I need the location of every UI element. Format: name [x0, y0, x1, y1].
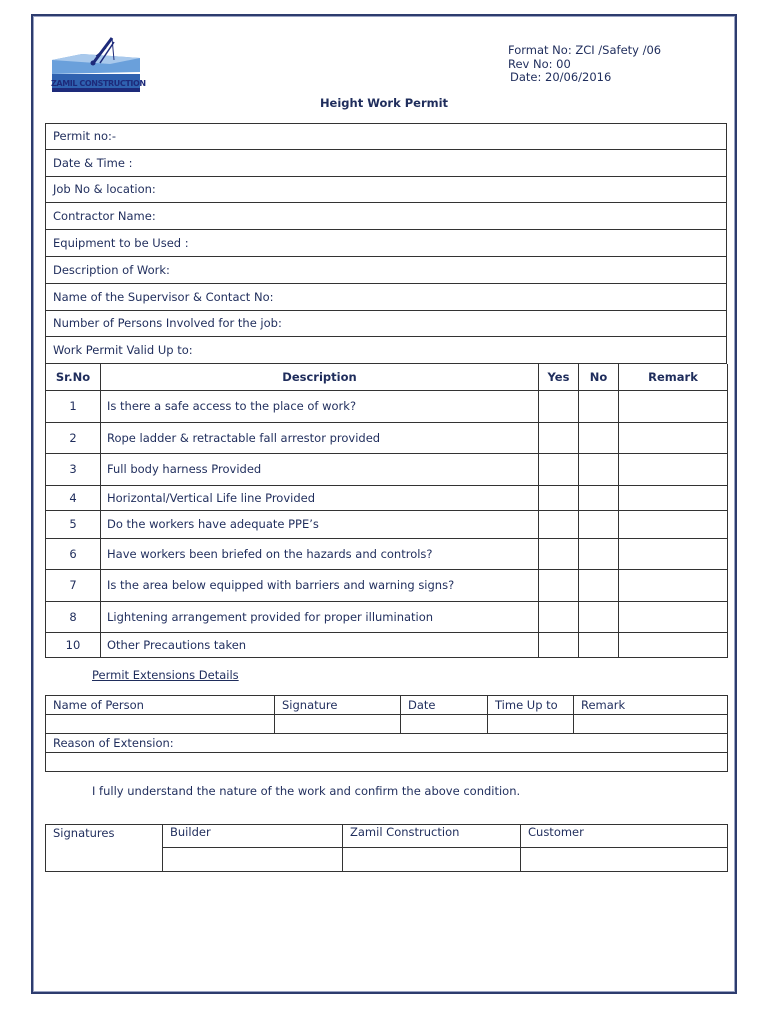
col-customer: Customer [521, 825, 728, 848]
info-row[interactable] [45, 337, 727, 364]
col-name-of-person: Name of Person [46, 696, 275, 715]
info-label: Number of Persons Involved for the job: [53, 316, 282, 331]
reason-cell[interactable] [46, 753, 728, 772]
info-row[interactable] [45, 257, 727, 284]
extensions-table [45, 695, 728, 772]
info-label: Permit no:- [53, 129, 117, 144]
sr-number: 10 [46, 632, 101, 657]
info-label: Date & Time : [53, 155, 133, 170]
info-label: Description of Work: [53, 262, 170, 277]
customer-signature-cell[interactable] [521, 848, 728, 872]
col-no: No [579, 364, 619, 390]
checklist-row [46, 632, 728, 657]
yes-cell[interactable] [539, 569, 579, 601]
signature-cell[interactable] [275, 715, 401, 734]
reason-label-row [46, 734, 728, 753]
col-remark: Remark [619, 364, 728, 390]
sr-number: 7 [46, 569, 101, 601]
revision-number: Rev No: 00 [508, 56, 571, 71]
yes-cell[interactable] [539, 601, 579, 632]
col-sr-no: Sr.No [46, 364, 101, 390]
sr-number: 5 [46, 510, 101, 538]
crane-logo-icon [48, 36, 144, 98]
zamil-signature-cell[interactable] [343, 848, 521, 872]
yes-cell[interactable] [539, 510, 579, 538]
sr-number: 1 [46, 390, 101, 422]
remark-cell[interactable] [619, 569, 728, 601]
check-description: Full body harness Provided [101, 453, 539, 485]
document-date: Date: 20/06/2016 [510, 70, 612, 84]
info-label: Name of the Supervisor & Contact No: [53, 289, 274, 304]
page-title: Height Work Permit [319, 96, 449, 110]
format-number: Format No: ZCI /Safety /06 [508, 43, 662, 57]
sr-number: 3 [46, 453, 101, 485]
checklist-row [46, 538, 728, 569]
extensions-header [46, 696, 728, 715]
date-cell[interactable] [401, 715, 488, 734]
info-label: Equipment to be Used : [53, 236, 189, 251]
safety-checklist [45, 364, 728, 658]
document-meta [508, 44, 661, 85]
company-logo [48, 36, 144, 98]
col-time-up-to: Time Up to [488, 696, 574, 715]
no-cell[interactable] [579, 485, 619, 510]
no-cell[interactable] [579, 510, 619, 538]
info-label: Work Permit Valid Up to: [53, 343, 193, 358]
builder-signature-cell[interactable] [163, 848, 343, 872]
no-cell[interactable] [579, 453, 619, 485]
remark-cell[interactable] [619, 510, 728, 538]
checklist-row [46, 422, 728, 453]
check-description: Have workers been briefed on the hazards and controls? [101, 538, 539, 569]
extensions-title: Permit Extensions Details [92, 668, 239, 682]
name-cell[interactable] [46, 715, 275, 734]
sr-number: 4 [46, 485, 101, 510]
check-description: Do the workers have adequate PPE’s [101, 510, 539, 538]
remark-cell[interactable] [619, 453, 728, 485]
col-remark: Remark [574, 696, 728, 715]
remark-cell[interactable] [619, 422, 728, 453]
yes-cell[interactable] [539, 632, 579, 657]
extensions-entry-row [46, 715, 728, 734]
sr-number: 8 [46, 601, 101, 632]
check-description: Horizontal/Vertical Life line Provided [101, 485, 539, 510]
remark-cell[interactable] [619, 390, 728, 422]
time-cell[interactable] [488, 715, 574, 734]
checklist-row [46, 569, 728, 601]
sr-number: 2 [46, 422, 101, 453]
info-row[interactable] [45, 150, 727, 177]
checklist-row [46, 453, 728, 485]
permit-form [45, 123, 727, 658]
remark-cell[interactable] [619, 601, 728, 632]
checklist-row [46, 390, 728, 422]
info-row[interactable] [45, 230, 727, 257]
col-yes: Yes [539, 364, 579, 390]
no-cell[interactable] [579, 569, 619, 601]
no-cell[interactable] [579, 390, 619, 422]
checklist-row [46, 485, 728, 510]
check-description: Is the area below equipped with barriers and warning signs? [101, 569, 539, 601]
check-description: Rope ladder & retractable fall arrestor provided [101, 422, 539, 453]
info-row[interactable] [45, 203, 727, 230]
checklist-row [46, 601, 728, 632]
check-description: Other Precautions taken [101, 632, 539, 657]
remark-cell[interactable] [619, 632, 728, 657]
no-cell[interactable] [579, 538, 619, 569]
col-zamil-construction: Zamil Construction [343, 825, 521, 848]
reason-label: Reason of Extension: [46, 734, 728, 753]
confirmation-statement: I fully understand the nature of the work and confirm the above condition. [92, 784, 521, 798]
yes-cell[interactable] [539, 485, 579, 510]
no-cell[interactable] [579, 601, 619, 632]
col-date: Date [401, 696, 488, 715]
remark-cell[interactable] [574, 715, 728, 734]
col-description: Description [101, 364, 539, 390]
signatures-label: Signatures [46, 825, 163, 872]
check-description: Is there a safe access to the place of work? [101, 390, 539, 422]
info-label: Contractor Name: [53, 209, 156, 224]
no-cell[interactable] [579, 632, 619, 657]
checklist-header [46, 364, 728, 390]
info-label: Job No & location: [53, 182, 156, 197]
info-row[interactable] [45, 123, 727, 150]
info-row[interactable] [45, 311, 727, 338]
col-signature: Signature [275, 696, 401, 715]
remark-cell[interactable] [619, 485, 728, 510]
info-row[interactable] [45, 284, 727, 311]
yes-cell[interactable] [539, 538, 579, 569]
info-row[interactable] [45, 177, 727, 204]
checklist-row [46, 510, 728, 538]
remark-cell[interactable] [619, 538, 728, 569]
sr-number: 6 [46, 538, 101, 569]
yes-cell[interactable] [539, 453, 579, 485]
signatures-header [46, 825, 728, 848]
signatures-table [45, 824, 728, 872]
check-description: Lightening arrangement provided for proper illumination [101, 601, 539, 632]
logo-text: ZAMIL CONSTRUCTION [51, 79, 146, 88]
reason-entry-row [46, 753, 728, 772]
yes-cell[interactable] [539, 390, 579, 422]
col-builder: Builder [163, 825, 343, 848]
no-cell[interactable] [579, 422, 619, 453]
yes-cell[interactable] [539, 422, 579, 453]
